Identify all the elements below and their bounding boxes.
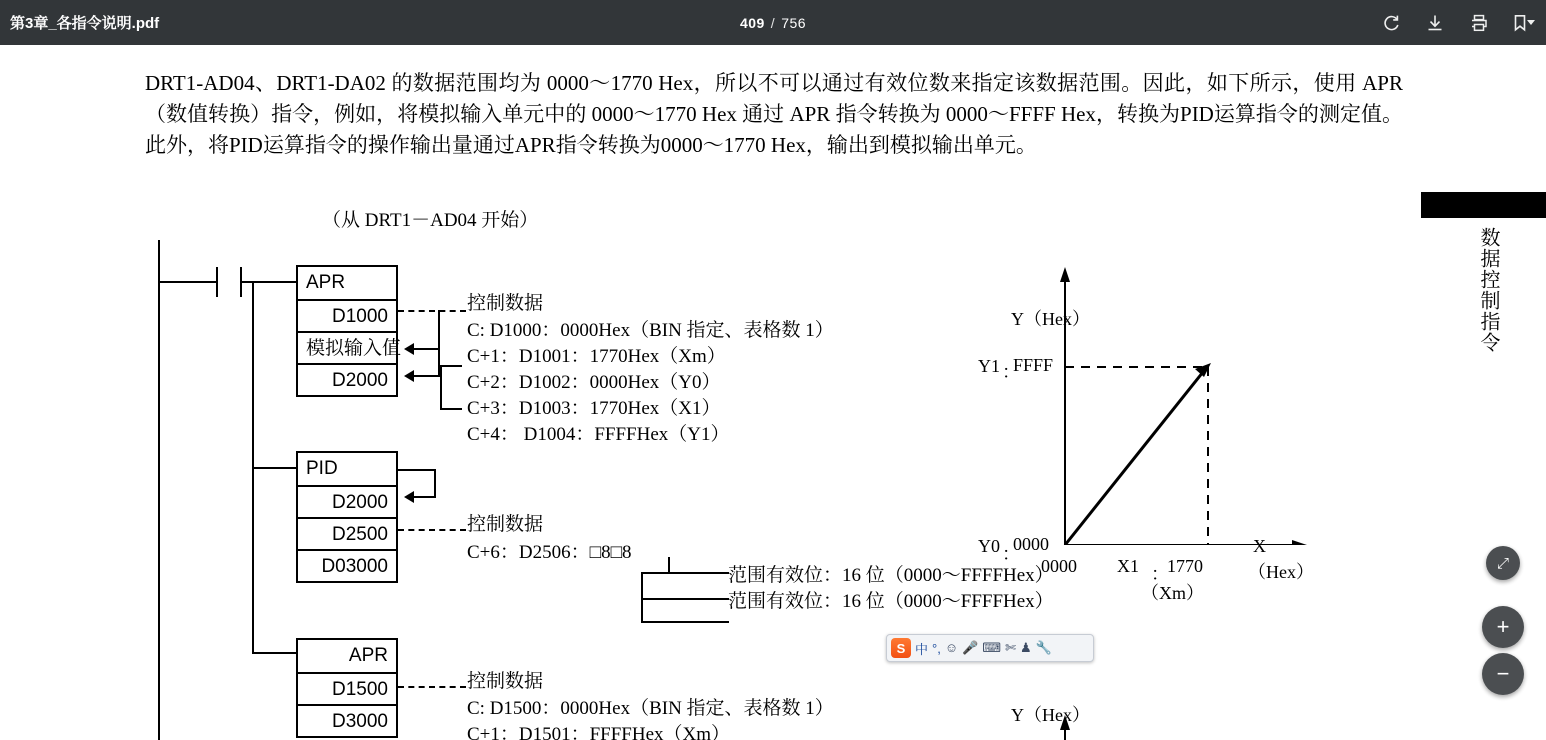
conversion-graph-top (955, 245, 1355, 603)
ime-microphone-icon[interactable]: 🎤 (962, 640, 979, 655)
control-data-1-title: 控制数据 (467, 293, 544, 314)
graph-top-x0-value: 0000 (1041, 556, 1077, 576)
ladder-rung-3 (252, 652, 298, 654)
ladder-left-rail (158, 240, 160, 740)
leader-vert-3 (434, 469, 436, 497)
graph-top-y0-colon: ： (1002, 544, 1020, 564)
leader-vert-1 (438, 310, 440, 350)
leader-line-1d (440, 408, 462, 410)
graph-top-x-axis-label: X (1253, 536, 1266, 556)
leader-line-1c (440, 365, 462, 367)
apr-block-1-row-3: D2000 (298, 363, 396, 395)
graph-bottom-y-axis-label: Y（Hex） (1011, 705, 1090, 725)
control-data-2-line-1: C+6：D2506：□8□8 (467, 542, 632, 563)
graph-top-y-axis-label: Y（Hex） (1011, 309, 1090, 329)
range-bracket-line-3 (641, 621, 729, 623)
leader-arrow-line-3 (412, 496, 436, 498)
ladder-branch-vertical-2 (252, 467, 254, 654)
ime-mode-label[interactable]: 中 (915, 641, 929, 657)
current-page-number[interactable]: 409 (739, 14, 765, 31)
graph-top-x-axis-unit: （Hex） (1248, 562, 1314, 582)
ladder-contact-symbol (216, 267, 242, 297)
download-icon[interactable] (1420, 8, 1450, 38)
apr-block-1-title: APR (306, 272, 346, 293)
ime-tools-icon[interactable]: 🔧 (1035, 640, 1052, 655)
apr-block-1-row-1: D1000 (298, 299, 396, 331)
pid-block-row-1: D2000 (298, 485, 396, 517)
ladder-caption: （从 DRT1－AD04 开始） (322, 210, 539, 231)
ime-screenshot-icon[interactable]: ✄ (1005, 640, 1016, 655)
range-bracket-vert-3 (668, 557, 670, 573)
conversion-graph-bottom (955, 693, 1355, 740)
leader-line-3 (398, 469, 436, 471)
leader-arrow-line-1 (412, 348, 440, 350)
leader-dash-2 (398, 529, 466, 531)
pdf-page (0, 45, 1546, 740)
chevron-down-icon[interactable] (1527, 20, 1535, 25)
apr-block-2-row-2: D3000 (298, 704, 396, 736)
pid-block-row-2: D2500 (298, 517, 396, 549)
leader-arrowhead-1 (404, 343, 414, 355)
control-data-1-line-4: C+3：D1003：1770Hex（X1） (467, 398, 721, 419)
graph-top-y0-value: 0000 (1013, 534, 1049, 554)
graph-top-x1-value: 1770 (1167, 556, 1203, 576)
control-data-1-line-2: C+1：D1001：1770Hex（Xm） (467, 346, 726, 367)
body-paragraph: DRT1-AD04、DRT1-DA02 的数据范围均为 0000～1770 Hex，所以不可以通过有效位数来指定该数据范围。因此，如下所示，使用 APR（数值转换）指令，例如，将模拟输入单元中的 0000～1770 Hex 通过 APR 指令转换为 0000～FFFF Hex，转换为PID运算指令的测定值。此外，将PID运算指令的操作输出量通过APR指令转换为0000～1770 Hex，输出到模拟输出单元。 (145, 71, 1403, 157)
apr-block-1 (296, 265, 402, 397)
control-data-1-line-1: C: D1000：0000Hex（BIN 指定、表格数 1） (467, 320, 834, 341)
pdf-toolbar (0, 0, 1546, 45)
zoom-out-button[interactable]: − (1482, 653, 1524, 695)
total-page-count: 756 (781, 14, 807, 31)
ime-keyboard-icon[interactable]: ⌨ (982, 640, 1002, 655)
fit-to-page-button[interactable]: ⤢ (1486, 546, 1520, 580)
toolbar-actions (1376, 8, 1538, 38)
leader-dash-1 (398, 310, 466, 312)
leader-vert-1c (440, 365, 442, 410)
print-icon[interactable] (1464, 8, 1494, 38)
ladder-rung-1a (158, 281, 218, 283)
apr-block-1-row-2: 模拟输入值 (298, 331, 396, 363)
apr-block-2-title: APR (348, 645, 388, 666)
bookmark-icon[interactable] (1508, 8, 1538, 38)
chapter-tab-label: 数据控制指令 (1477, 227, 1499, 353)
zoom-in-button[interactable]: + (1482, 606, 1524, 648)
file-title: 第3章_各指令说明.pdf (10, 15, 160, 32)
ime-emoji-icon[interactable]: ☺ (944, 640, 959, 655)
graph-top-y0-label: Y0 (978, 536, 1000, 556)
ladder-rung-2 (252, 467, 298, 469)
control-data-3-line-1: C: D1500：0000Hex（BIN 指定、表格数 1） (467, 698, 834, 719)
apr-block-2 (296, 638, 398, 738)
leader-dash-3 (398, 686, 466, 688)
sogou-logo-icon[interactable]: S (891, 638, 911, 658)
rotate-icon[interactable] (1376, 8, 1406, 38)
graph-top-x1-label: X1 (1117, 556, 1139, 576)
page-separator: / (770, 14, 776, 31)
leader-arrowhead-3 (404, 491, 414, 503)
graph-top-y1-label: Y1 (978, 356, 1000, 376)
apr-block-2-row-1: D1500 (298, 672, 396, 704)
control-data-1-line-5: C+4： D1004：FFFFHex（Y1） (467, 424, 730, 445)
graph-top-x1-colon: ： (1151, 564, 1169, 584)
range-valid-bits-line-1: 范围有效位：16 位（0000～FFFFHex） (728, 565, 1054, 586)
leader-arrow-line-2 (412, 375, 440, 377)
range-bracket-vert-2 (641, 600, 643, 622)
ladder-rung-1b (242, 281, 298, 283)
control-data-3-line-2: C+1：D1501：FFFFHex（Xm） (467, 724, 731, 740)
control-data-1-line-3: C+2：D1002：0000Hex（Y0） (467, 372, 721, 393)
control-data-2-title: 控制数据 (467, 514, 544, 535)
graph-top-y1-colon: ： (1002, 362, 1020, 382)
range-valid-bits-line-2: 范围有效位：16 位（0000～FFFFHex） (728, 591, 1054, 612)
pid-block-row-3: D03000 (298, 549, 396, 581)
ime-toolbar[interactable] (886, 634, 1094, 662)
control-data-3-title: 控制数据 (467, 671, 544, 692)
pid-block-title: PID (306, 458, 338, 479)
pid-block (296, 451, 398, 583)
ladder-branch-vertical-1 (252, 281, 254, 471)
page-indicator (0, 15, 1546, 31)
leader-arrowhead-2 (404, 370, 414, 382)
range-bracket-line-2 (641, 598, 729, 600)
chapter-tab-bar (1421, 192, 1546, 218)
range-bracket-line-1 (641, 572, 729, 574)
graph-top-y1-value: FFFF (1013, 355, 1054, 375)
graph-top-xm-label: （Xm） (1141, 583, 1204, 603)
ime-skin-icon[interactable]: ♟ (1019, 640, 1032, 655)
ime-punctuation-icon[interactable]: °, (932, 640, 941, 656)
